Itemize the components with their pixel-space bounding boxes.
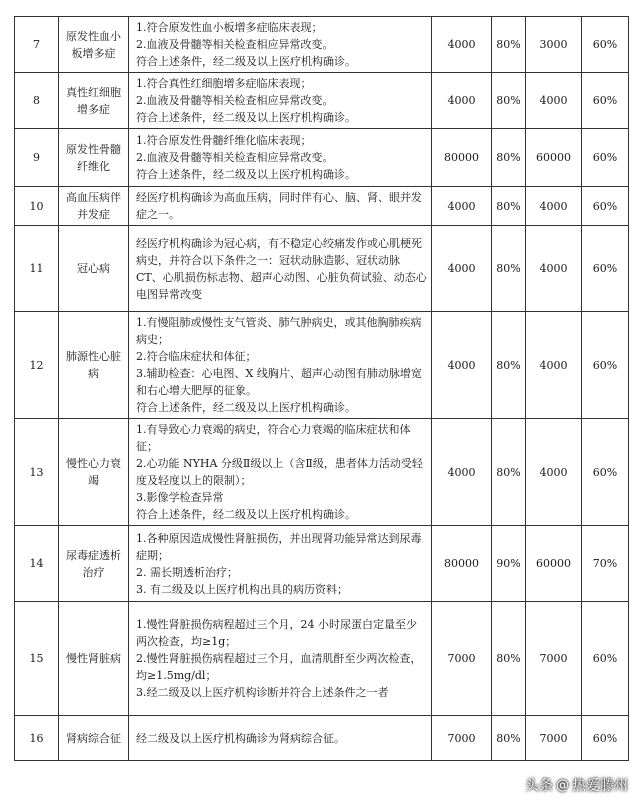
diagnosis-criteria — [129, 226, 432, 312]
ratio-2: 70% — [582, 526, 629, 602]
row-number: 8 — [15, 73, 59, 129]
table-row — [15, 226, 629, 312]
amount-2: 60000 — [526, 526, 582, 602]
criteria-line: 2. 需长期透析治疗； — [136, 565, 238, 579]
criteria-line: 符合上述条件，经二级及以上医疗机构确诊。 — [136, 508, 356, 521]
amount-2: 4000 — [526, 419, 582, 526]
disease-name: 肺源性心脏病 — [59, 312, 129, 419]
criteria-line: 2.血液及骨髓等相关检查相应异常改变。 — [136, 94, 334, 107]
criteria-line: 符合上述条件，经二级及以上医疗机构确诊。 — [136, 401, 356, 414]
amount-1: 80000 — [432, 129, 492, 187]
disease-name: 尿毒症透析治疗 — [59, 526, 129, 602]
row-number: 10 — [15, 187, 59, 226]
table-row — [15, 312, 629, 419]
ratio-1: 80% — [492, 716, 526, 761]
ratio-1: 80% — [492, 419, 526, 526]
amount-1: 4000 — [432, 226, 492, 312]
at-icon: @ — [556, 777, 569, 793]
criteria-line: 3.经二级及以上医疗机构诊断并符合上述条件之一者 — [136, 686, 389, 699]
ratio-2: 60% — [582, 419, 629, 526]
diagnosis-criteria — [129, 312, 432, 419]
criteria-line: 1.符合原发性骨髓纤维化临床表现； — [136, 134, 312, 147]
disease-name: 慢性肾脏病 — [59, 602, 129, 716]
disease-name: 原发性血小板增多症 — [59, 17, 129, 73]
criteria-line: 2.慢性肾脏损伤病程超过三个月，血清肌酐至少两次检查，均≥1.5mg/dl； — [136, 652, 422, 682]
amount-2: 4000 — [526, 73, 582, 129]
amount-2: 7000 — [526, 602, 582, 716]
amount-1: 4000 — [432, 419, 492, 526]
ratio-2: 60% — [582, 129, 629, 187]
criteria-line: 2.符合临床症状和体征； — [136, 350, 257, 363]
criteria-line: 符合上述条件，经二级及以上医疗机构确诊。 — [136, 111, 356, 124]
row-number: 12 — [15, 312, 59, 419]
ratio-1: 80% — [492, 17, 526, 73]
table-row — [15, 187, 629, 226]
table-row — [15, 17, 629, 73]
ratio-1: 80% — [492, 226, 526, 312]
criteria-line: 经医疗机构确诊为高血压病，同时伴有心、脑、肾、眼并发症之一。 — [136, 191, 422, 221]
amount-1: 4000 — [432, 17, 492, 73]
disease-name: 高血压病伴并发症 — [59, 187, 129, 226]
ratio-2: 60% — [582, 17, 629, 73]
criteria-line: 3. 有二级及以上医疗机构出具的病历资料； — [136, 582, 348, 596]
ratio-1: 90% — [492, 526, 526, 602]
criteria-line: 2.血液及骨髓等相关检查相应异常改变。 — [136, 151, 334, 164]
criteria-line: 符合上述条件，经二级及以上医疗机构确诊。 — [136, 55, 356, 68]
ratio-1: 80% — [492, 312, 526, 419]
row-number: 7 — [15, 17, 59, 73]
criteria-line: 经医疗机构确诊为冠心病，有不稳定心绞痛发作或心肌梗死病史，并符合以下条件之一：冠状动脉造影、冠状动脉 CT、心肌损伤标志物、超声心动图、心脏负荷试验、动态心电图异常改变 — [136, 236, 427, 301]
table-row — [15, 526, 629, 602]
amount-1: 7000 — [432, 716, 492, 761]
diagnosis-criteria — [129, 716, 432, 761]
disease-name: 原发性骨髓纤维化 — [59, 129, 129, 187]
amount-1: 7000 — [432, 602, 492, 716]
criteria-line: 2.血液及骨髓等相关检查相应异常改变。 — [136, 38, 334, 51]
table-row — [15, 419, 629, 526]
diagnosis-criteria — [129, 187, 432, 226]
row-number: 9 — [15, 129, 59, 187]
row-number: 16 — [15, 716, 59, 761]
criteria-line: 1.符合原发性血小板增多症临床表现； — [136, 21, 323, 34]
criteria-line: 3.辅助检查：心电图、X 线胸片、超声心动图有肺动脉增宽和右心增大肥厚的征象。 — [136, 367, 422, 397]
row-number: 11 — [15, 226, 59, 312]
table-row — [15, 602, 629, 716]
ratio-1: 80% — [492, 602, 526, 716]
ratio-2: 60% — [582, 73, 629, 129]
row-number: 15 — [15, 602, 59, 716]
criteria-line: 2.心功能 NYHA 分级Ⅱ级以上（含Ⅱ级，患者体力活动受轻度及轻度以上的限制）； — [136, 457, 423, 487]
criteria-line: 符合上述条件，经二级及以上医疗机构确诊。 — [136, 168, 356, 181]
criteria-line: 1.有导致心力衰竭的病史，符合心力衰竭的临床症状和体征； — [136, 423, 411, 453]
diagnosis-criteria — [129, 73, 432, 129]
watermark-handle: 热爱滕州 — [572, 778, 628, 794]
ratio-1: 80% — [492, 129, 526, 187]
ratio-1: 80% — [492, 187, 526, 226]
diagnosis-criteria — [129, 419, 432, 526]
row-number: 14 — [15, 526, 59, 602]
watermark — [525, 775, 628, 795]
criteria-line: 1.符合真性红细胞增多症临床表现； — [136, 77, 312, 90]
amount-2: 4000 — [526, 226, 582, 312]
criteria-line: 1.慢性肾脏损伤病程超过三个月，24 小时尿蛋白定量至少两次检查，均≥1g； — [136, 618, 417, 648]
diagnosis-criteria — [129, 129, 432, 187]
ratio-2: 60% — [582, 187, 629, 226]
amount-2: 4000 — [526, 187, 582, 226]
amount-1: 4000 — [432, 312, 492, 419]
criteria-line: 1.有慢阻肺或慢性支气管炎、肺气肿病史，或其他胸肺疾病病史； — [136, 316, 422, 346]
table-row — [15, 129, 629, 187]
ratio-1: 80% — [492, 73, 526, 129]
table-row — [15, 73, 629, 129]
table-row — [15, 716, 629, 761]
criteria-line: 1.各种原因造成慢性肾脏损伤，并出现肾功能异常达到尿毒症期； — [136, 531, 422, 562]
watermark-prefix: 头条 — [525, 778, 553, 794]
disease-name: 慢性心力衰竭 — [59, 419, 129, 526]
amount-1: 4000 — [432, 73, 492, 129]
ratio-2: 60% — [582, 602, 629, 716]
amount-2: 7000 — [526, 716, 582, 761]
diagnosis-criteria — [129, 526, 432, 602]
amount-1: 4000 — [432, 187, 492, 226]
ratio-2: 60% — [582, 716, 629, 761]
diagnosis-criteria — [129, 17, 432, 73]
diagnosis-criteria — [129, 602, 432, 716]
criteria-line: 3.影像学检查异常 — [136, 491, 224, 504]
disease-name: 肾病综合征 — [59, 716, 129, 761]
amount-1: 80000 — [432, 526, 492, 602]
disease-name: 冠心病 — [59, 226, 129, 312]
disease-name: 真性红细胞增多症 — [59, 73, 129, 129]
amount-2: 4000 — [526, 312, 582, 419]
disease-table — [14, 16, 629, 761]
criteria-line: 经二级及以上医疗机构确诊为肾病综合征。 — [136, 731, 345, 745]
amount-2: 60000 — [526, 129, 582, 187]
ratio-2: 60% — [582, 226, 629, 312]
amount-2: 3000 — [526, 17, 582, 73]
ratio-2: 60% — [582, 312, 629, 419]
row-number: 13 — [15, 419, 59, 526]
